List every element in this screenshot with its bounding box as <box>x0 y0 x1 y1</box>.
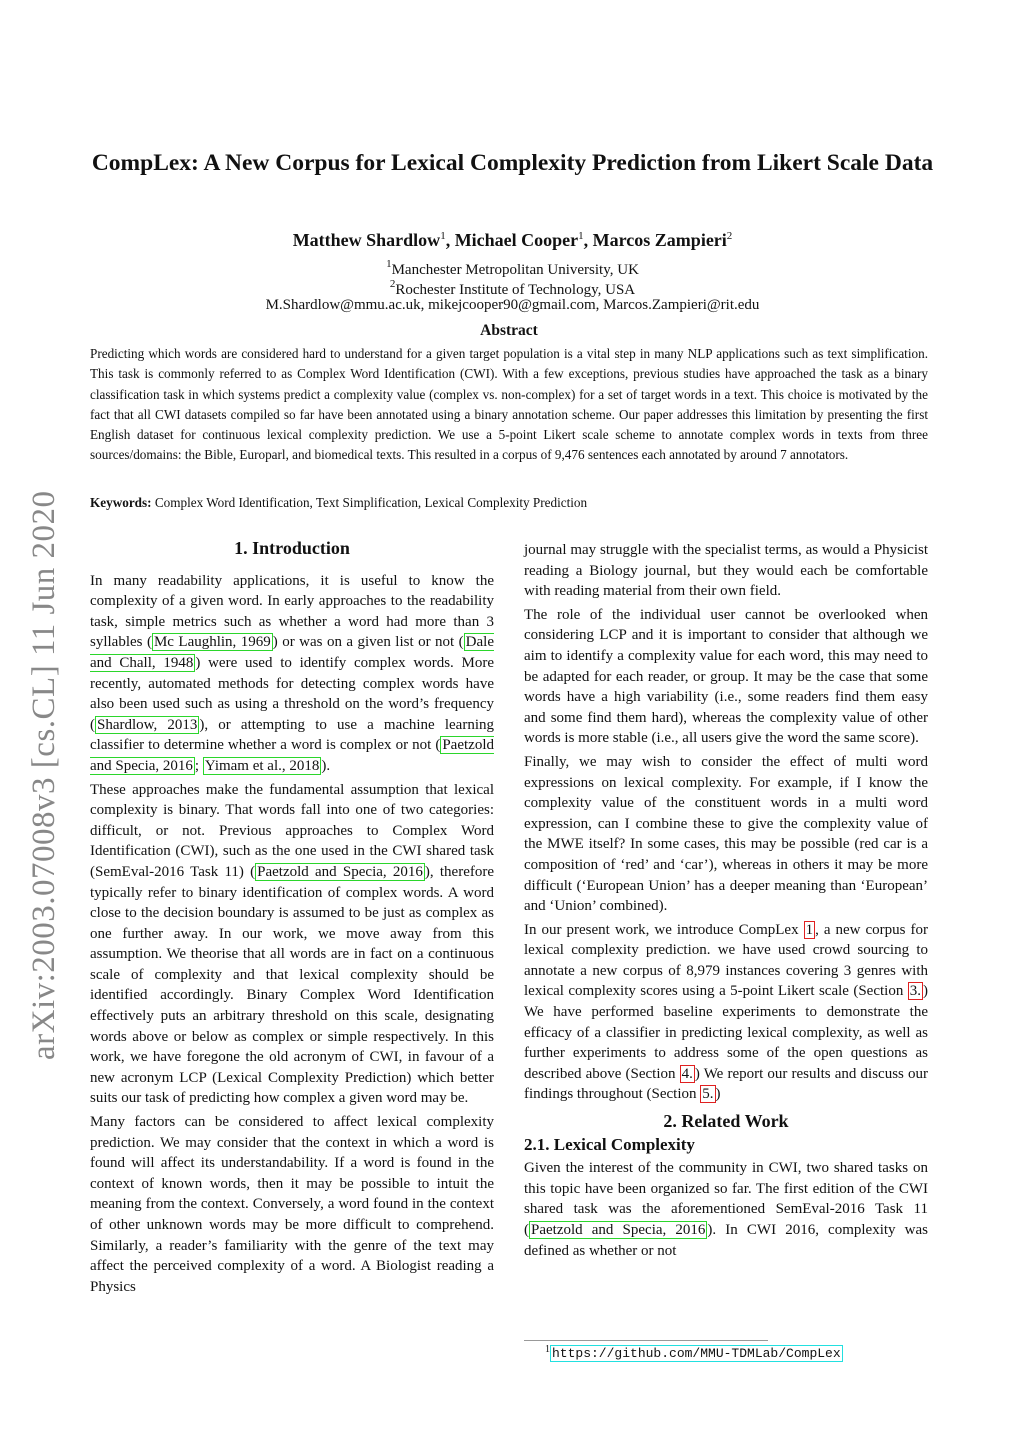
abstract-heading: Abstract <box>480 322 538 339</box>
citation-link[interactable]: Dale and Chall, 1948 <box>90 634 494 671</box>
author-name: Matthew Shardlow <box>292 230 441 250</box>
section-heading-introduction: 1. Introduction <box>234 538 350 558</box>
abstract-text: Predicting which words are considered hard to understand for a given target population is a vital step in many NLP applications such as text simplification. This task is commonly referred to as Complex Word Identification (CWI). With a few exceptions, previous studies have approached the task as a binary classification task in which systems predict a complexity value (complex vs. non-complex) for a set of target words in a text. This choice is motivated by the fact that all CWI datasets compiled so far have been annotated using a binary annotation scheme. Our paper addresses this limitation by presenting the first English dataset for continuous lexical complexity prediction. We use a 5-point Likert scale scheme to annotate complex words in texts from three sources/domains: the Bible, Europarl, and biomedical texts. This resulted in a corpus of 9,476 sentences each annotated by around 7 annotators. <box>90 346 928 463</box>
section-ref-link[interactable]: 5. <box>702 1086 714 1103</box>
paragraph: Finally, we may wish to consider the effect of multi word expressions on lexical complexity. For example, if I know the complexity value of the constituent words in a multi word expression, can I combine these to give the complexity value of the MWE itself? In some cases, this may be possible (red car is a composition of ‘red’ and ‘car’), whereas in others it may be more difficult (‘European Union’ has a deeper meaning than ‘European’ and ‘Union’ combined). <box>524 753 928 915</box>
keywords-label: Keywords: <box>90 495 152 510</box>
citation-link[interactable]: Paetzold and Specia, 2016 <box>257 863 423 880</box>
citation-link[interactable]: Yimam et al., 2018 <box>204 757 320 774</box>
keywords <box>90 495 587 511</box>
citation-link[interactable]: Mc Laughlin, 1969 <box>153 634 271 651</box>
paragraph: These approaches make the fundamental assumption that lexical complexity is binary. That words fall into one of two categories: difficult, or not. Previous approaches to Complex Word Identification (CWI), such as the one used in the CWI shared task (SemEval-2016 Task 11) ( Paetzold and Specia, 2016 ), therefore typically refer to binary identification of complex words. A word close to the decision boundary is assumed to be just as complex as one further away. In our work, we move away from this assumption. We theorise that all words are in fact on a continuous scale of complexity and that lexical complexity should be identified accordingly. Binary Complex Word Identification effectively puts an arbitrary threshold on this scale, designating words above or below as complex or simple respectively. In this work, we have foregone the old acronym of CWI, in favour of a new acronym LCP (Lexical Complexity Prediction) which better suits our task of predicting how complex a given word may be. <box>90 781 495 1107</box>
footnote: $^1$ https://github.com/MMU-TDMLab/CompLex <box>545 1344 841 1361</box>
citation-link[interactable]: Paetzold and Specia, 2016 <box>531 1222 706 1238</box>
citation-link[interactable]: Paetzold and Specia, 2016 <box>90 737 494 774</box>
left-column <box>90 538 494 1300</box>
paragraph: In many readability applications, it is useful to know the complexity of a given word. In early approaches to the readability task, simple metrics such as whether a word had more than 3 syllables ( Mc Laughlin, 1969 ) or was on a given list or not ( Dale and Chall, 1948 ) were used to identify complex words. More recently, automated methods for detecting complex words have also been used such as using a threshold on the word’s frequency ( Shardlow, 2013 ), or attempting to use a machine learning classifier to determine whether a word is complex or not ( Paetzold and Specia, 2016 ; Yimam et al., 2018 ). <box>90 572 495 774</box>
section-ref-link[interactable]: 4. <box>681 1065 693 1082</box>
author-name: Michael Cooper <box>454 230 579 250</box>
authors-line: Matthew Shardlow$^1$, Michael Cooper$^1$, Marcos Zampieri$^2$ <box>292 230 733 250</box>
footnote-url-link[interactable]: https://github.com/MMU-TDMLab/CompLex <box>552 1346 841 1361</box>
paragraph: Many factors can be considered to affect lexical complexity prediction. We may consider that the context in which a word is found will affect its understandability. If a word is found in the context of known words, then it may be possible to intuit the meaning from the context. Conversely, a word found in the context of other unknown words may be more difficult to comprehend. Similarly, a reader’s familiarity with the genre of the text may affect the perceived complexity of a word. A Biologist reading a Physics <box>90 1114 494 1295</box>
affiliation: $^1$Manchester Metropolitan University, UK <box>386 258 639 278</box>
footnote-link[interactable]: 1 <box>805 921 814 938</box>
citation-link[interactable]: Shardlow, 2013 <box>97 716 198 733</box>
paragraph: In our present work, we introduce CompLex 1 , a new corpus for lexical complexity prediction. we have used crowd sourcing to annotate a new corpus of 8,979 instances covering 3 genres with lexical complexity scores using a 5-point Likert scale (Section 3. ) We have performed baseline experiments to demonstrate the efficacy of a classifier in predicting lexical complexity, as well as further experiments to address some of the open questions as described above (Section 4. ) We report our results and discuss our findings throughout (Section 5. ) <box>524 921 928 1103</box>
arxiv-sidebar-id: arXiv:2003.07008v3 [cs.CL] 11 Jun 2020 <box>26 490 62 1060</box>
author-emails: M.Shardlow@mmu.ac.uk, mikejcooper90@gmail.com, Marcos.Zampieri@rit.edu <box>265 297 760 313</box>
paragraph: The role of the individual user cannot be overlooked when considering LCP and it is important to consider that although we aim to identify a complexity value for each word, this may need to be adapted for each reader, or group. It may be the case that some words have a high variability (i.e., some readers find them easy and some find them hard), whereas the complexity value of other words is more stable (i.e., all users give the word the same score). <box>524 606 928 747</box>
subsection-heading-lexical-complexity: 2.1. Lexical Complexity <box>524 1134 695 1154</box>
section-ref-link[interactable]: 3. <box>909 983 921 1000</box>
section-heading-related-work: 2. Related Work <box>663 1111 789 1132</box>
affiliation: $^2$Rochester Institute of Technology, USA <box>389 278 636 298</box>
paper-title: CompLex: A New Corpus for Lexical Complexity Prediction from Likert Scale Data <box>91 150 934 176</box>
paragraph: Given the interest of the community in CWI, two shared tasks on this topic have been organized so far. The first edition of the CWI shared task was the aforementioned SemEval-2016 Task 11 ( Paetzold and Specia, 2016 ). In CWI 2016, complexity was defined as whether or not <box>524 1160 928 1259</box>
author-name: Marcos Zampieri <box>592 230 727 250</box>
right-column <box>524 540 928 1264</box>
footnote-divider <box>524 1340 768 1341</box>
paragraph: journal may struggle with the specialist terms, as would a Physicist reading a Biology journal, but they would each be comfortable with reading material from their own field. <box>524 542 928 600</box>
keywords-text: Complex Word Identification, Text Simplification, Lexical Complexity Prediction <box>154 495 588 510</box>
